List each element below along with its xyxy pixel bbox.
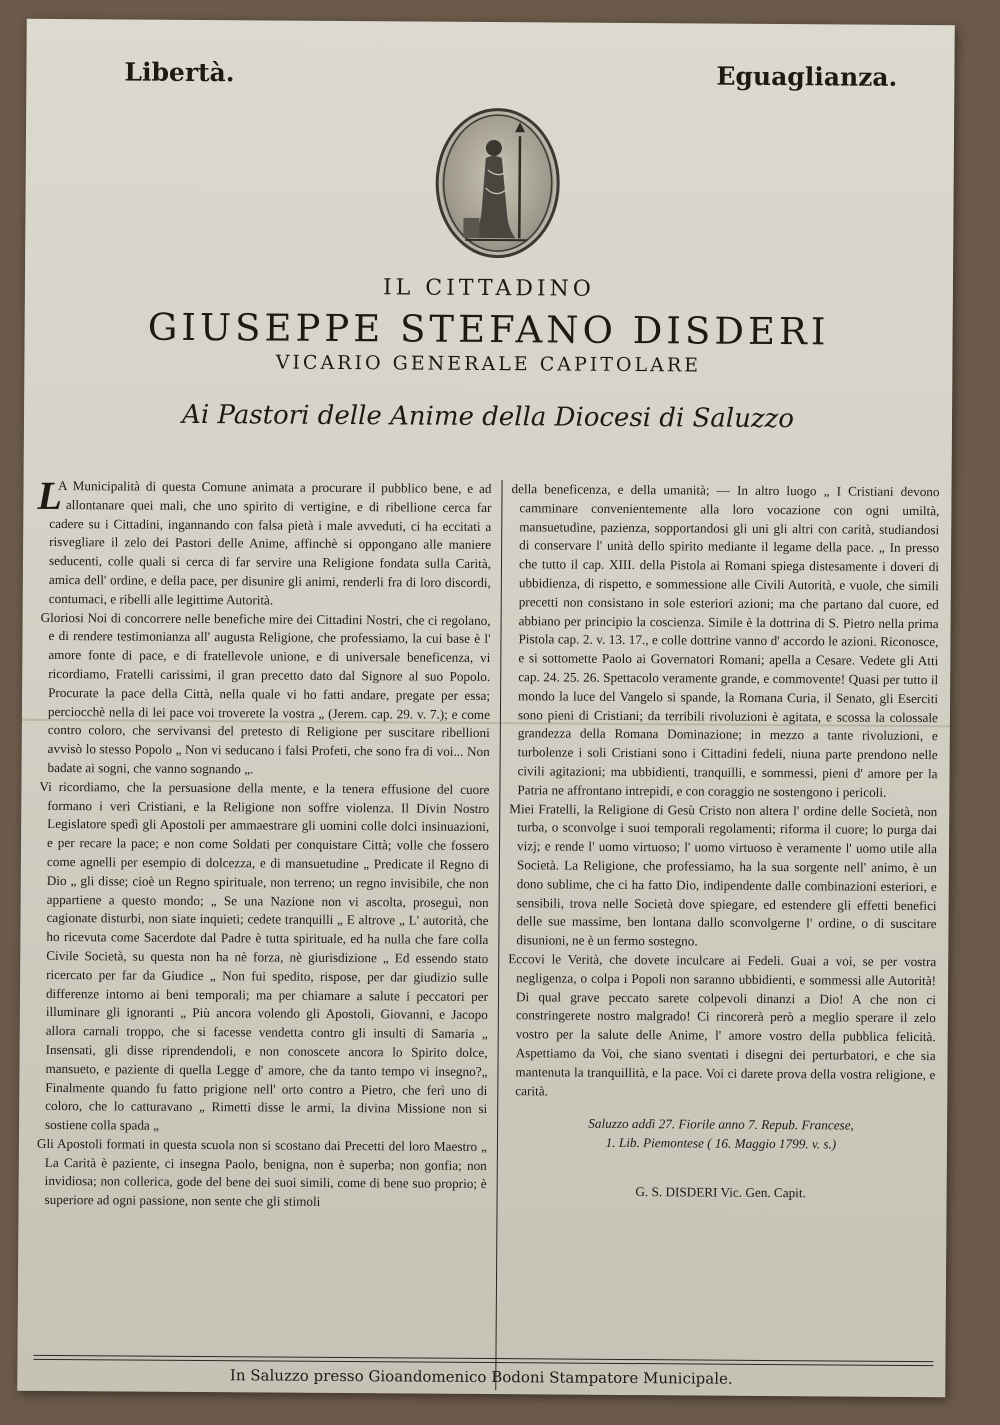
left-paragraph-1 <box>37 472 492 612</box>
left-paragraph-4: Gli Apostoli formati in questa scuola non si scostano dai Precetti del loro Maestro „ La Carità è paziente, ci insegna Paolo, benigna, non è superba; non gonfia; non invidiosa; non collerica, gode del bene dei suoi simili, come di bene suo proprio; è superiore ad ogni passione, non sente che gli stimoli <box>36 1135 487 1210</box>
column-divider <box>495 480 502 1390</box>
document-sheet <box>17 19 955 1397</box>
dropcap: L <box>37 472 63 519</box>
right-column <box>507 480 940 1204</box>
date-line-2: 1. Lib. Piemontese ( 16. Maggio 1799. v. s.) <box>605 1134 837 1152</box>
date-block <box>507 1114 935 1155</box>
title-name: GIUSEPPE STEFANO DISDERI <box>147 305 830 354</box>
motto-eguaglianza: Eguaglianza. <box>716 61 898 92</box>
right-paragraph-3: Eccovi le Verità, che dovete inculcare ai Fedeli. Guai a voi, se per vostra negligenza, o colpa i Popoli non saranno ubbidienti, e sommessi alle Autorità! Di qual grave peccato sarete colpevoli dinanzi a Dio! A che non ci constringerete nostro malgrado! Ci rincorerà però a meglio sperare il zelo vostro per la salute delle Anime, l' amore vostro della pubblica felicità. Aspettiamo da Voi, che siano sventati i disegni dei perturbatori, e che sia mantenuta la tranquillità, e la pace. Voi ci darete prova della vostra religione, e carità. <box>508 951 937 1098</box>
right-paragraph-1: della beneficenza, e della umanità; — In altro luogo „ I Cristiani devono camminare convenientemente alla loro vocazione con ogni umiltà, mansuetudine, pazienza, sopportandosi gli uni gli altri con carità, studiandosi di conservare l' unità dello spirito mediante il legame della pace. „ In presso che tutto il cap. XIII. della Pistola ai Romani spiega distesamente i doveri di ubbidienza, di rispetto, e sommessione alle Civili Autorità, e vuole, che simili precetti non consistano in sole esteriori azioni; ma che partano dal cuore, ed abbiano per principio la coscienza. Simile è la dottrina di S. Pietro nella prima Pistola cap. 2. v. 13. 17., e colle dottrine vanno d' accordo le azioni. Riconosce, e si sottomette Paolo ai Governatori Romani; apella a Cesare. Vedete gli Atti cap. 24. 25. 26. Spettacolo veramente grande, e commovente! Quasi per tutto il mondo la luce del Vangelo si spande, la Romana Curia, il Senato, gli Eserciti sono pieni di Cristiani; da terribili rivoluzioni è agitata, e scossa la colossale grandezza della Romana Dominazione; in mezzo a tante rivoluzioni, e turbolenze i soli Cristiani sono i Cittadini fedeli, niuna parte prendono nelle civili agitazioni; ma ubbidienti, tranquilli, e sommessi, pieni d' amore per la Patria ne affrontano intrepidi, e con coraggio ne sostengono i pericoli. <box>511 481 940 800</box>
title-role: VICARIO GENERALE CAPITOLARE <box>275 351 702 377</box>
liberty-seal-icon <box>435 108 560 259</box>
title-cittadino: IL CITTADINO <box>382 275 595 302</box>
left-paragraph-2: Gloriosi Noi di concorrere nelle benefiche mire dei Cittadini Nostri, che ci regolano, e di rendere testimonianza all' augusta Religione, che professiamo, la cui base è l' amore fonte di pace, e di fratellevole unione, e di universale beneficenza, vi ricordiamo, Fratelli carissimi, il gran precetto dato dal Signore al suo Popolo. Procurate la pace della Città, nella quale vi ho fatti andare, pregate per essa; perciocchè nella di lei pace voi troverete la vostra „ (Jerem. cap. 29. v. 7.); e come contro coloro, che servivansi del pretesto di Religione per suscitare ribellioni avvisò lo stesso Popolo „ Non vi seducano i falsi Profeti, che sono fra di voi... Non badate ai sogni, che vanno sognando „. <box>40 609 491 777</box>
right-paragraph-2: Miei Fratelli, la Religione di Gesù Cristo non altera l' ordine delle Società, non turba, o sconvolge i suoi temporali regolamenti; riforma il cuore; lo purga dai vizj; e rende l' uomo virtuoso; l' uomo virtuoso è veramente l' uomo utile alla Società. La Religione, che professiamo, ha la sua sorgente nell' animo, è un dono sublime, che ci ha fatto Dio, indipendente dalle combinazioni esteriori, e sensibili, trova nelle Società dove spiegare, ed estendere gli effetti benefici delle sue massime, ben lontana dallo sconvolgerne l' ordine, o di suscitare disunioni, ne è un fermo sostegno. <box>509 800 938 949</box>
left-paragraph-1-text: A Municipalità di questa Comune animata a procurare il pubblico bene, e ad allontanare quei mali, che uno spirito di vertigine, e di ribellione cerca far cadere su i Cittadini, ingannando con falsa pietà i male avveduti, ci ha eccitati a risvegliare il zelo dei Pastori delle Anime, affinchè si oppongano alle maniere seducenti, colle quali si cerca di far servire una Religione fondata sulla Carità, amica dell' ordine, e della pace, per disunire gli animi, renderli fra di loro discordi, contumaci, e ribelli alle legittime Autorità. <box>48 478 492 608</box>
signature: G. S. DISDERI Vic. Gen. Capit. <box>635 1183 806 1201</box>
printer-imprint: In Saluzzo presso Gioandomenico Bodoni Stampatore Municipale. <box>229 1366 733 1388</box>
date-line-1: Saluzzo addì 27. Fiorile anno 7. Repub. Francese, <box>588 1116 854 1133</box>
left-paragraph-3: Vi ricordiamo, che la persuasione della mente, e la tenera effusione del cuore formano i veri Cristiani, e la Religione non soffre violenza. Il Divin Nostro Legislatore spedì gli Apostoli per ammaestrare gli uomini colle dolci insinuazioni, e per recare la pace; e non come Soldati per conquistare Città; volle che fossero come agnelli per esempio di dolcezza, e di mansuetudine „ Predicate il Regno di Dio „ gli disse; cioè un Regno spirituale, non terreno; un regno invisibile, che non appartiene a questo mondo; „ Se una Nazione non vi ascolta, proseguì, non cagionate disturbi, non siate inquieti; cedete tranquilli „ E altrove „ L' autorità, che ho ricevuta come Sacerdote dal Padre è tutta spirituale, ed ha nulla che fare colla Civile Società, su questa non ha nè forza, nè giurisdizione „ Ed essendo stato ricercato per far da Giudice „ Non fui spedito, rispose, per dar giudizio sulle differenze intorno ai beni temporali; ma per chiamare a salute i peccatori per illuminare gli ignoranti „ Più ancora volendo gli Apostoli, Giovanni, e Jacopo allora carnali troppo, che si facesse vendetta contro gli insulti di Samaria „ Insensati, gli disse riprendendoli, e non conoscete ancora lo Spirito dolce, mansueto, e paziente di quella Legge d' amore, che da tanto tempo vi insegno?„ Finalmente quando fu fatto prigione nell' orto contro a Pietro, che ferì uno di coloro, che lo catturavano „ Rimetti disse le armi, la divina Missione non si sostiene colla spada „ <box>39 778 490 1133</box>
left-column <box>36 472 492 1213</box>
motto-liberta: Libertà. <box>124 57 235 88</box>
title-addressee: Ai Pastori delle Anime della Diocesi di Saluzzo <box>181 399 795 435</box>
bottom-rule <box>33 1355 933 1366</box>
liberty-figure-icon <box>435 108 560 259</box>
